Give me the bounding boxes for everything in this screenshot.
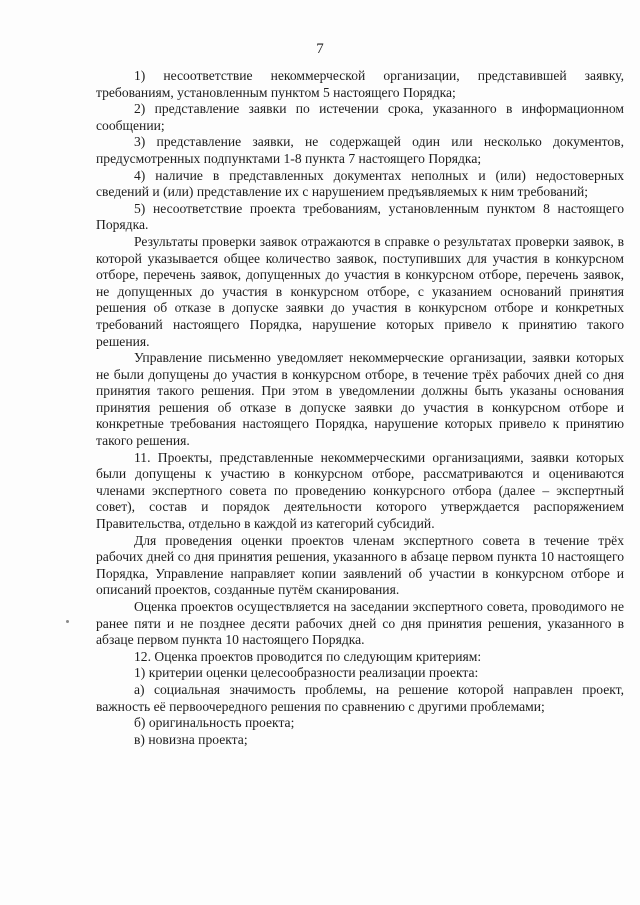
document-body — [96, 68, 624, 748]
paragraph-clause-3: 3) представление заявки, не содержащей один или несколько документов, предусмотренных подпунктами 1-8 пункта 7 настоящего Порядка; — [96, 134, 624, 166]
paragraph-notification: Управление письменно уведомляет некоммерческие организации, заявки которых не были допущены до участия в конкурсном отборе, в течение трёх рабочих дней со дня принятия такого решения. При этом в уведомлении должны быть указаны основания принятия решения об отказе в допуске заявки до участия в конкурсном отборе и конкретные требования настоящего Порядка, нарушение которых привело к принятию такого решения. — [96, 350, 624, 449]
paragraph-expert-copies: Для проведения оценки проектов членам экспертного совета в течение трёх рабочих дней со дня принятия решения, указанного в абзаце первом пункта 10 настоящего Порядка, Управление направляет копии заявлений об участии в конкурсном отборе и описаний проектов, созданные путём сканирования. — [96, 532, 624, 598]
paragraph-clause-2: 2) представление заявки по истечении срока, указанного в информационном сообщении; — [96, 101, 624, 133]
paragraph-clause-1: 1) несоответствие некоммерческой организации, представившей заявку, требованиям, установленным пунктом 5 настоящего Порядка; — [96, 68, 624, 100]
paragraph-section-11: 11. Проекты, представленные некоммерческими организациями, заявки которых были допущены к участию в конкурсном отборе, рассматриваются и оцениваются членами экспертного совета по проведению конкурсного отбора (далее – экспертный совет), состав и порядок деятельности которого утверждается распоряжением Правительства, отдельно в каждой из категорий субсидий. — [96, 449, 624, 532]
paragraph-clause-5: 5) несоответствие проекта требованиям, установленным пунктом 8 настоящего Порядка. — [96, 200, 624, 233]
paragraph-criteria-a: а) социальная значимость проблемы, на решение которой направлен проект, важность её первоочередного решения по сравнению с другими проблемами; — [96, 681, 624, 714]
paragraph-criteria-b: б) оригинальность проекта; — [134, 715, 295, 731]
paragraph-clause-4: 4) наличие в представленных документах неполных и (или) недостоверных сведений и (или) представление их с нарушением предъявляемых к ним требований; — [96, 167, 624, 200]
paragraph-criteria-1: 1) критерии оценки целесообразности реализации проекта: — [134, 665, 479, 681]
page-number: 7 — [316, 41, 324, 57]
scan-speck — [66, 620, 69, 623]
paragraph-evaluation-meeting: Оценка проектов осуществляется на заседании экспертного совета, проводимого не ранее пяти и не позднее десяти рабочих дней со дня принятия решения, указанного в абзаце первом пункта 10 настоящего Порядка. — [96, 599, 624, 648]
paragraph-check-results: Результаты проверки заявок отражаются в справке о результатах проверки заявок, в которой указывается общее количество заявок, поступивших для участия в конкурсном отборе, перечень заявок, допущенных до участия в конкурсном отборе, перечень заявок, не допущенных до участия в конкурсном отборе, с указанием оснований принятия решения об отказе в допуске заявки до участия в конкурсном отборе и конкретных требований настоящего Порядка, нарушение которых привело к принятию такого решения. — [96, 233, 624, 349]
paragraph-section-12: 12. Оценка проектов проводится по следующим критериям: — [134, 648, 482, 664]
paragraph-criteria-v: в) новизна проекта; — [134, 731, 248, 747]
